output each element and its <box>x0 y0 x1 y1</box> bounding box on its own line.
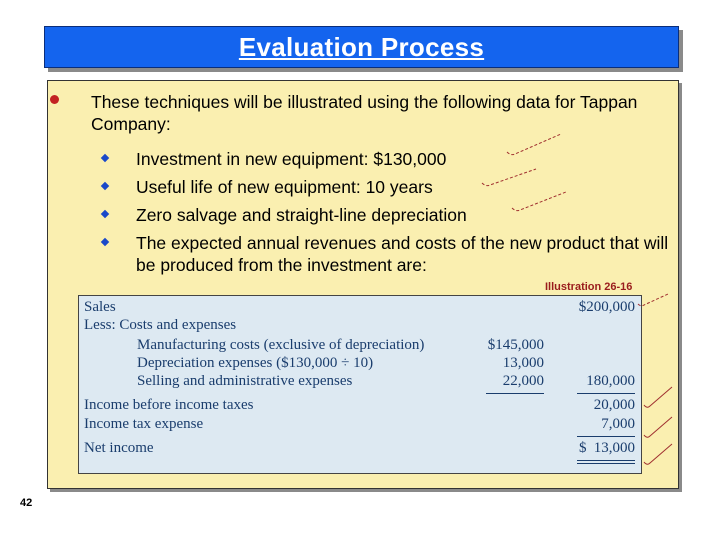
underline-rule <box>486 393 544 394</box>
bullet-investment: Investment in new equipment: $130,000 <box>136 149 447 169</box>
sales-label: Sales <box>84 299 116 315</box>
handwritten-check-mark <box>642 383 676 413</box>
selling-label: Selling and administrative expenses <box>137 373 353 389</box>
selling-value: 22,000 <box>502 373 544 389</box>
handwritten-check-mark <box>505 130 565 160</box>
net-income-value: 13,000 <box>593 440 635 456</box>
handwritten-check-mark <box>642 440 676 470</box>
depreciation-label: Depreciation expenses ($130,000 ÷ 10) <box>137 355 374 371</box>
title-bar <box>44 26 679 68</box>
total-expenses-value: 180,000 <box>586 373 635 389</box>
net-income-dollar: $ <box>579 440 587 456</box>
table-row <box>79 416 641 434</box>
bullet-revenues-costs: The expected annual revenues and costs of the new product that will be produced from the investment are: <box>136 233 669 275</box>
bullet-useful-life: Useful life of new equipment: 10 years <box>136 177 433 197</box>
depreciation-value: 13,000 <box>502 355 544 371</box>
table-row <box>79 355 641 373</box>
handwritten-check-mark <box>480 165 540 190</box>
net-income-label: Net income <box>84 440 154 456</box>
less-costs-label: Less: Costs and expenses <box>84 317 237 333</box>
slide-number: 42 <box>20 497 33 509</box>
bullet-salvage: Zero salvage and straight-line depreciation <box>136 205 467 225</box>
income-before-tax-label: Income before income taxes <box>84 397 254 413</box>
tax-value: 7,000 <box>601 416 635 432</box>
illustration-label: Illustration 26-16 <box>545 281 633 293</box>
table-row <box>79 317 641 335</box>
income-before-tax-value: 20,000 <box>593 397 635 413</box>
table-row <box>79 397 641 415</box>
manufacturing-label: Manufacturing costs (exclusive of depreciation) <box>137 337 425 353</box>
handwritten-check-mark <box>636 290 670 310</box>
double-underline-rule <box>577 460 635 461</box>
double-underline-rule <box>577 463 635 464</box>
table-row <box>79 337 641 355</box>
income-statement-table <box>78 295 642 474</box>
table-row <box>79 440 641 458</box>
table-row <box>79 373 641 391</box>
underline-rule <box>577 393 635 394</box>
sales-value: $200,000 <box>578 299 635 315</box>
tax-label: Income tax expense <box>84 416 204 432</box>
table-row <box>79 299 641 317</box>
handwritten-check-mark <box>642 413 676 443</box>
intro-text: These techniques will be illustrated using the following data for Tappan Company: <box>91 92 638 134</box>
manufacturing-value: $145,000 <box>487 337 544 353</box>
slide-title: Evaluation Process <box>238 31 485 62</box>
main-bullet-icon <box>50 95 59 104</box>
underline-rule <box>577 436 635 437</box>
handwritten-check-mark <box>510 188 570 216</box>
